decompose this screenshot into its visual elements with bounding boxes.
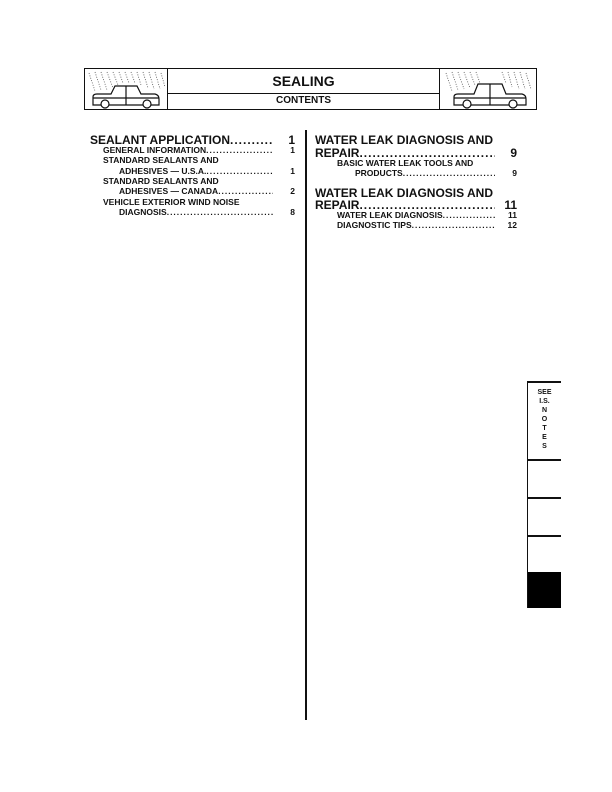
side-tab-marker: [528, 572, 561, 608]
column-divider: [305, 130, 307, 720]
dot-leader: [206, 166, 273, 176]
toc-page-number: 9: [510, 146, 517, 160]
toc-entry-title: STANDARD SEALANTS AND: [103, 155, 219, 165]
toc-page-number: 11: [508, 210, 517, 220]
toc-entry-title: STANDARD SEALANTS AND: [103, 176, 219, 186]
dot-leader: [403, 168, 495, 178]
toc-entry[interactable]: [103, 145, 295, 155]
toc-entry-title: ADHESIVES — U.S.A.: [119, 166, 207, 176]
page-subtitle: CONTENTS: [167, 93, 440, 109]
toc-entry-title: BASIC WATER LEAK TOOLS AND: [337, 158, 474, 168]
dot-leader: [167, 207, 273, 217]
dot-leader: [218, 186, 273, 196]
toc-entry[interactable]: [103, 197, 295, 207]
toc-entry[interactable]: [103, 155, 295, 165]
toc-entry[interactable]: [337, 210, 517, 220]
car-in-rain-icon: [440, 69, 536, 109]
toc-entry-title: REPAIR: [315, 146, 360, 160]
toc-entry[interactable]: [119, 186, 295, 196]
toc-entry-title: PRODUCTS: [355, 168, 403, 178]
toc-page-number: 2: [290, 186, 295, 196]
side-tab-label: SEE I.S. N O T E S: [537, 389, 552, 450]
toc-entry[interactable]: [119, 207, 295, 217]
toc-entry-title: GENERAL INFORMATION: [103, 145, 207, 155]
toc-page-number: 1: [290, 145, 295, 155]
car-in-rain-icon: [85, 69, 167, 109]
toc-entry-title: ADHESIVES — CANADA: [119, 186, 219, 196]
toc-entry[interactable]: [355, 168, 517, 178]
page-title: SEALING: [167, 69, 440, 94]
toc-page-number: 1: [288, 133, 295, 147]
toc-entry-title: WATER LEAK DIAGNOSIS: [337, 210, 443, 220]
toc-entry[interactable]: [103, 176, 295, 186]
toc-page-number: 11: [504, 198, 517, 212]
toc-entry-title: DIAGNOSTIC TIPS: [337, 220, 412, 230]
dot-leader: [443, 210, 495, 220]
toc-page-number: 12: [507, 220, 517, 230]
header-box: [84, 68, 537, 110]
toc-page-number: 9: [512, 168, 517, 178]
toc-entry[interactable]: [337, 158, 517, 168]
toc-entry[interactable]: [315, 133, 517, 147]
toc-entry-title: VEHICLE EXTERIOR WIND NOISE: [103, 197, 240, 207]
toc-entry[interactable]: [119, 166, 295, 176]
toc-page-number: 8: [290, 207, 295, 217]
side-tab: [527, 381, 561, 608]
dot-leader: [412, 220, 495, 230]
toc-entry[interactable]: [337, 220, 517, 230]
toc-entry-title: WATER LEAK DIAGNOSIS AND: [315, 186, 494, 200]
toc-page-number: 1: [290, 166, 295, 176]
dot-leader: [206, 145, 273, 155]
toc-entry-title: DIAGNOSIS: [119, 207, 167, 217]
toc-entry-title: WATER LEAK DIAGNOSIS AND: [315, 133, 494, 147]
toc-entry-title: SEALANT APPLICATION: [90, 133, 230, 147]
toc-entry-title: REPAIR: [315, 198, 360, 212]
